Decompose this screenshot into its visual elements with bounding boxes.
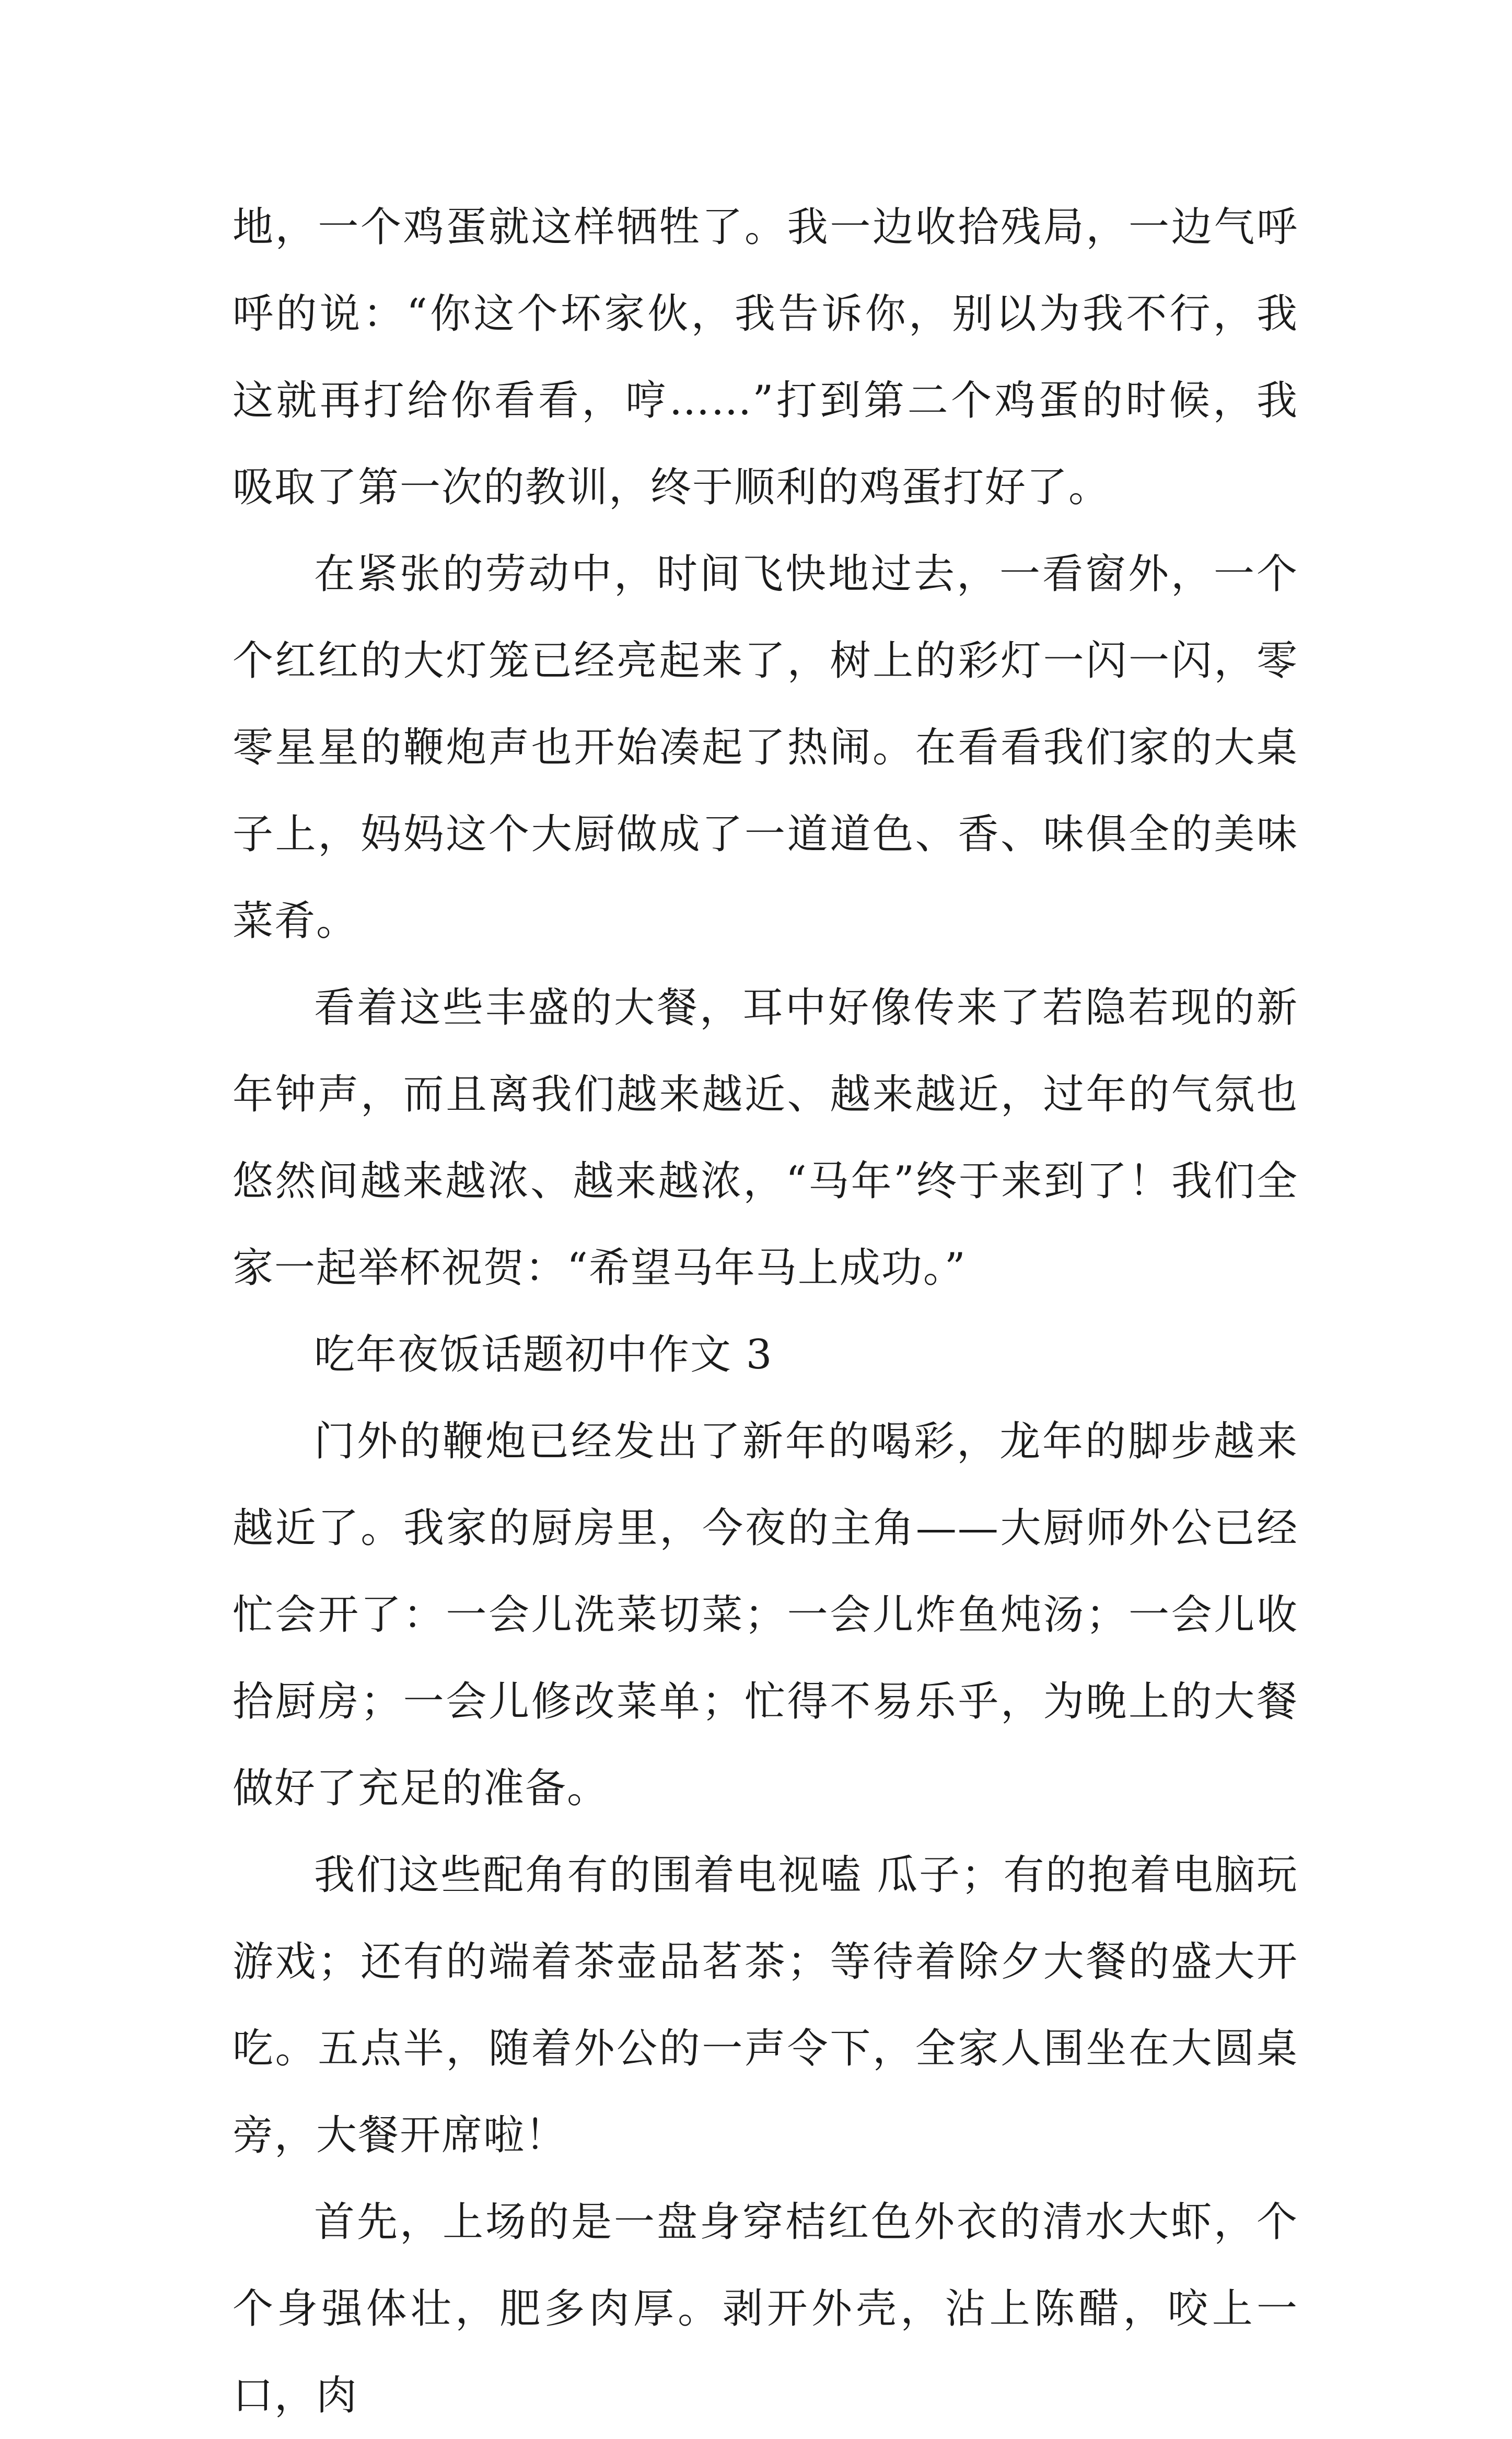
section-heading: 吃年夜饭话题初中作文 3 [314, 1331, 773, 1378]
paragraph: 首先，上场的是一盘身穿桔红色外衣的清水大虾，个个身强体壮，肥多肉厚。剥开外壳，沾上陈醋，咬上一口，肉 [232, 2199, 1298, 2419]
paragraph: 看着这些丰盛的大餐，耳中好像传来了若隐若现的新年钟声，而且离我们越来越近、越来越近，过年的气氛也悠然间越来越浓、越来越浓，“马年”终于来到了！我们全家一起举杯祝贺：“希望马年马上成功。” [232, 984, 1298, 1292]
paragraph: 门外的鞭炮已经发出了新年的喝彩，龙年的脚步越来越近了。我家的厨房里，今夜的主角——大厨师外公已经忙会开了：一会儿洗菜切菜；一会儿炸鱼炖汤；一会儿收拾厨房；一会儿修改菜单；忙得不易乐乎，为晚上的大餐做好了充足的准备。 [232, 1418, 1298, 1812]
paragraph: 在紧张的劳动中，时间飞快地过去，一看窗外，一个个红红的大灯笼已经亮起来了，树上的彩灯一闪一闪，零零星星的鞭炮声也开始凑起了热闹。在看看我们家的大桌子上，妈妈这个大厨做成了一道道色、香、味俱全的美味菜肴。 [232, 551, 1298, 945]
paragraph: 地，一个鸡蛋就这样牺牲了。我一边收拾残局，一边气呼呼的说：“你这个坏家伙，我告诉你，别以为我不行，我这就再打给你看看，哼……”打到第二个鸡蛋的时候，我吸取了第一次的教训，终于顺利的鸡蛋打好了。 [232, 204, 1298, 511]
paragraph: 我们这些配角有的围着电视嗑 瓜子；有的抱着电脑玩游戏；还有的端着茶壶品茗茶；等待着除夕大餐的盛大开吃。五点半，随着外公的一声令下，全家人围坐在大圆桌旁，大餐开席啦！ [232, 1852, 1298, 2159]
document-body [232, 184, 1298, 2439]
